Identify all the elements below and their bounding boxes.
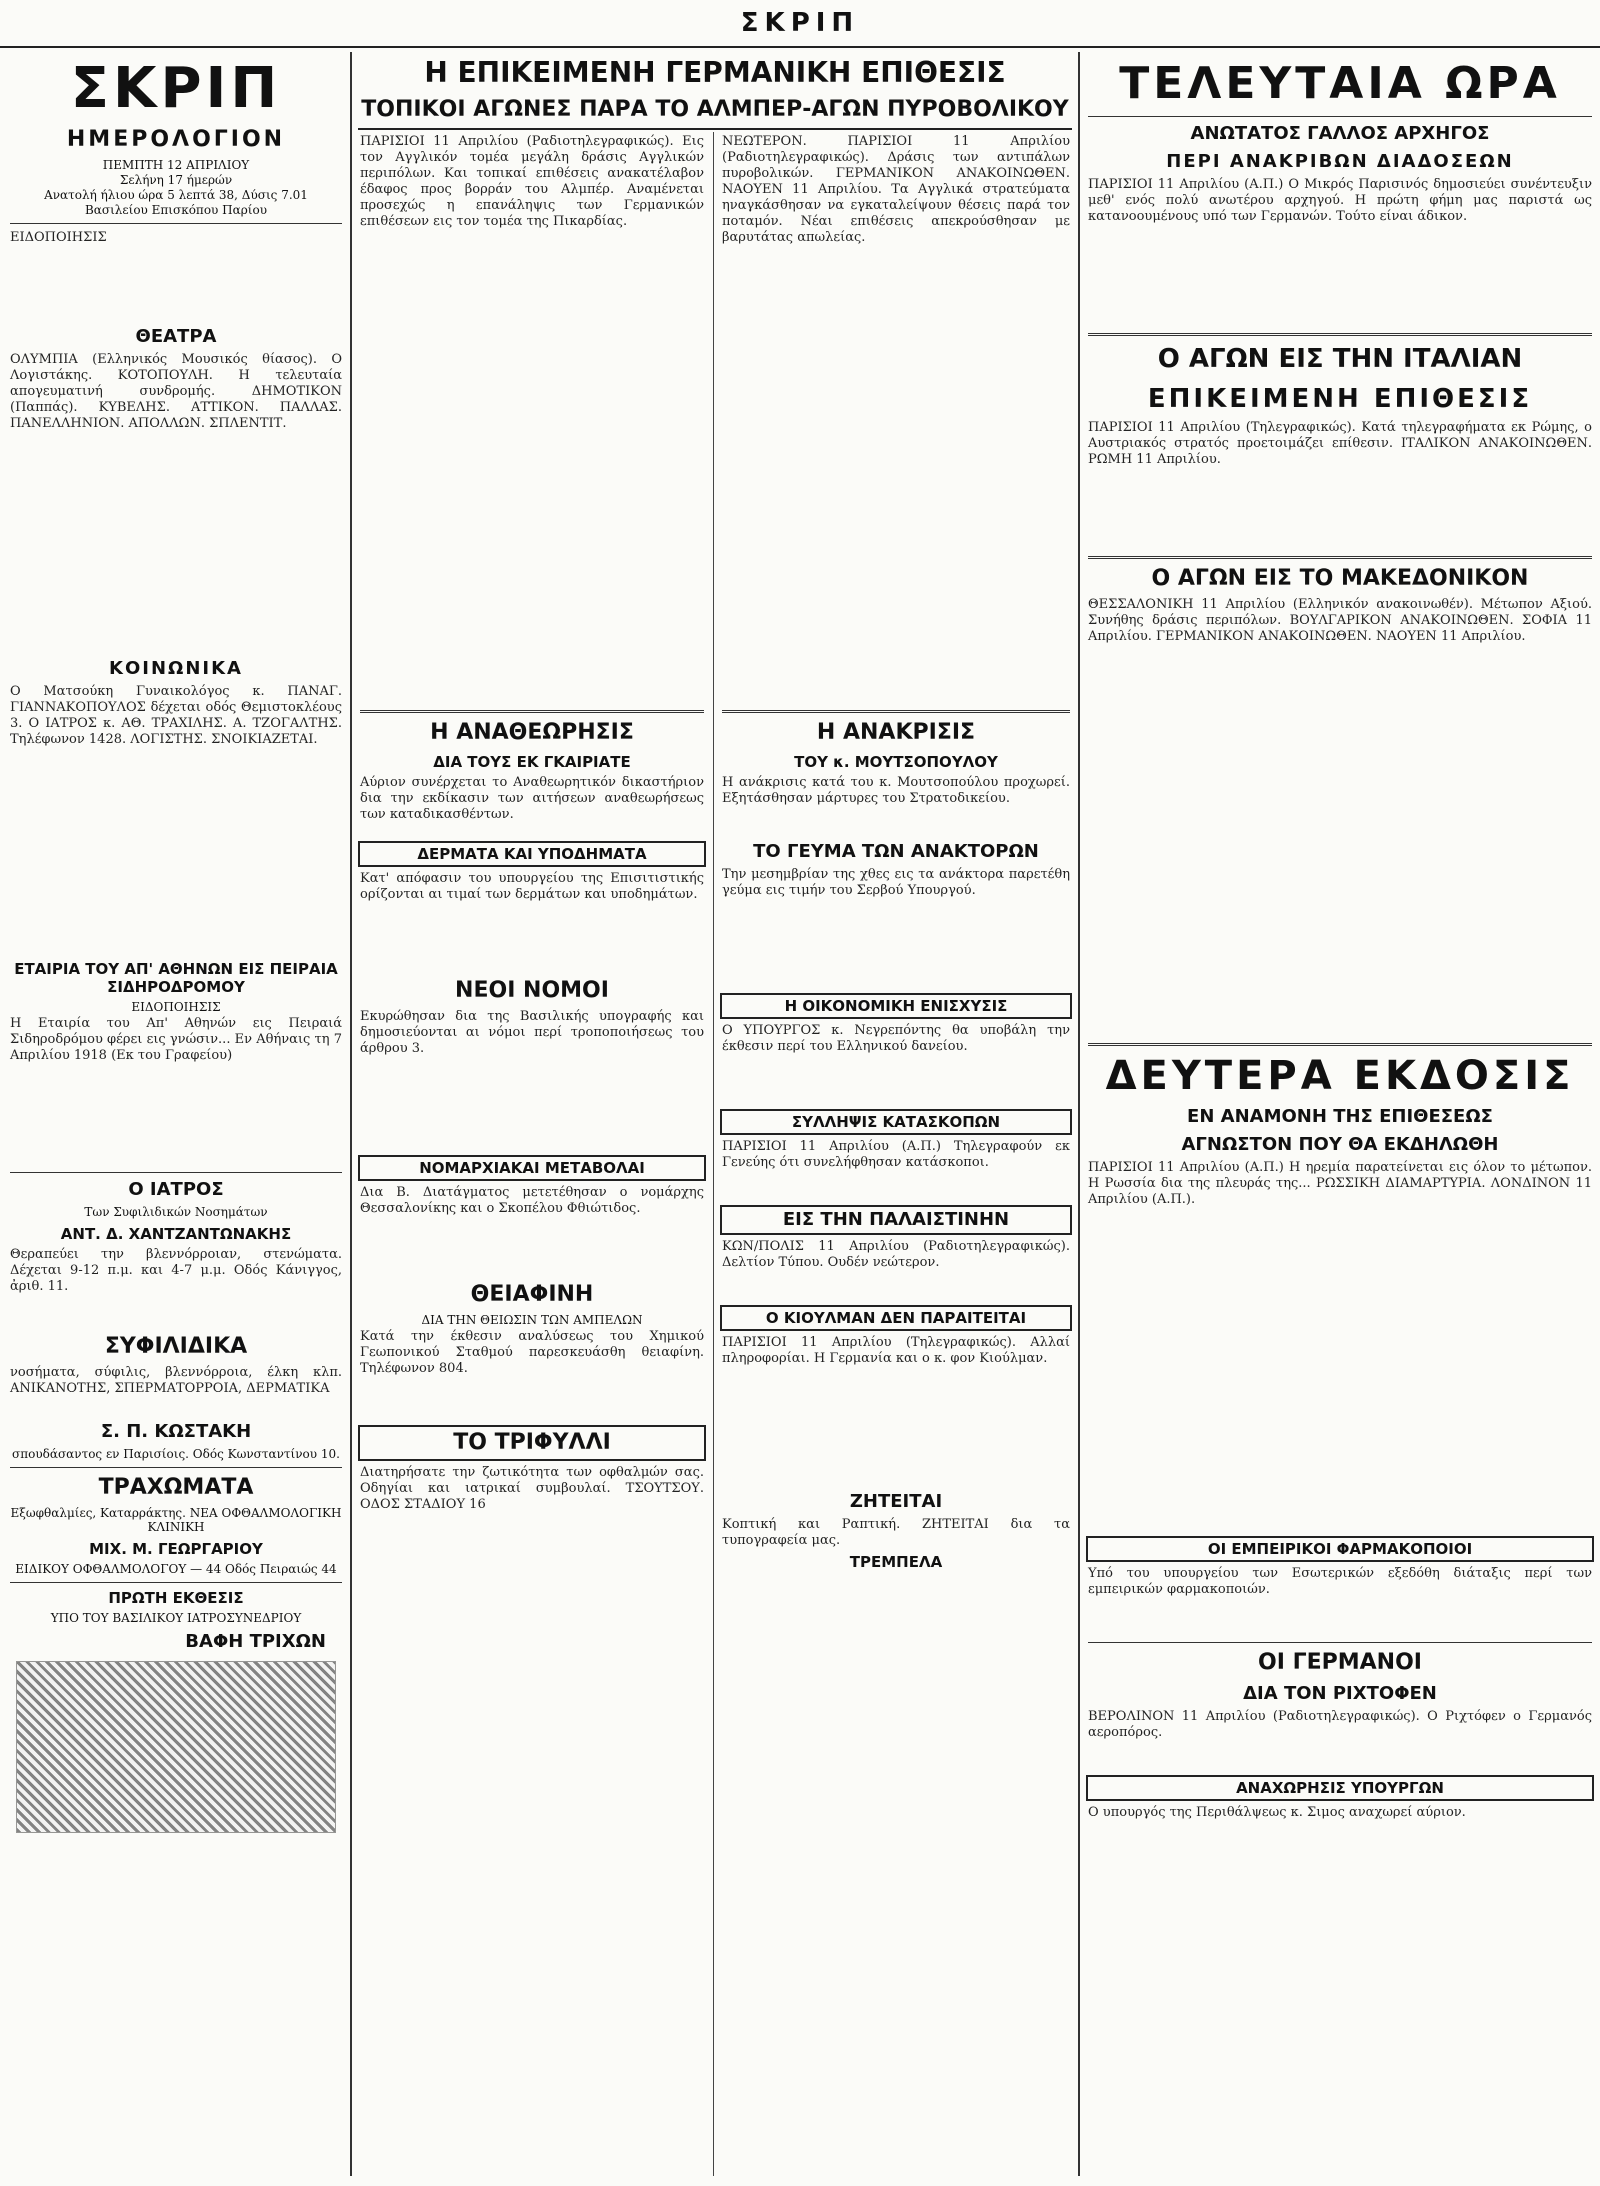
economic-aid-text: Ο ΥΠΟΥΡΓΟΣ κ. Νεγρεπόντης θα υποβάλη την έκθεσιν περί του Ελληνικού δανείου. xyxy=(722,1023,1070,1054)
social-text: Ο Ματσούκη Γυναικολόγος κ. ΠΑΝΑΓ. ΓΙΑΝΝΑΚΟΠΟΥΛΟΣ δέχεται οδός Θεμιστοκλέους 3. Ο ΙΑΤΡΟΣ κ. ΑΘ. ΤΡΑΧΙΛΗΣ. Α. ΤΖΟΓΑΛΤΗΣ. Τηλέφωνον 1428. ΛΟΓΙΣΤΗΣ. ΣΝΟΙΚΙΑΖΕΤΑΙ. xyxy=(10,684,342,747)
second-edition-title: ΔΕΥΤΕΡΑ ΕΚΔΟΣΙΣ xyxy=(1105,1053,1575,1099)
divider xyxy=(722,710,1070,713)
palace-lunch-title: ΤΟ ΓΕΥΜΑ ΤΩΝ ΑΝΑΚΤΟΡΩΝ xyxy=(753,841,1039,862)
pharmacists-text: Υπό του υπουργείου των Εσωτερικών εξεδόθη διάταξις περί των εμπειρικών φαρμακοποιών. xyxy=(1088,1566,1592,1597)
kuhlmann-text: ΠΑΡΙΣΙΟΙ 11 Απριλίου (Τηλεγραφικώς). Αλλαί πληροφορίαι. Η Γερμανία και ο κ. φον Κιούλμαν. xyxy=(722,1335,1070,1366)
kostaki-name: Σ. Π. ΚΩΣΤΑΚΗ xyxy=(100,1421,252,1442)
railway-sub: ΕΙΔΟΠΟΙΗΣΙΣ xyxy=(131,1000,221,1014)
theatres-text: ΟΛΥΜΠΙΑ (Ελληνικός Μουσικός θίασος). Ο Λογιστάκης. ΚΟΤΟΠΟΥΛΗ. Η τελευταία απογευματινή συνδρομής. ΔΗΜΟΤΙΚΟΝ (Παππάς). ΚΥΒΕΛΗΣ. ΑΤΤΙΚΟΝ. ΠΑΛΛΑΣ. ΠΑΝΕΛΛΗΝΙΟΝ. ΑΠΟΛΛΩΝ. ΣΠΛΕΝΤΙΤ. xyxy=(10,352,342,431)
prefecture-text: Δια Β. Διατάγματος μετετέθησαν ο νομάρχης Θεσσαλονίκης και ο Σκοπέλου Φθιώτιδος. xyxy=(360,1185,704,1216)
leather-text: Κατ' απόφασιν του υπουργείου της Επισιτιστικής ορίζονται αι τιμαί των δερμάτων και υποδημάτων. xyxy=(360,871,704,902)
main-subhead: ΤΟΠΙΚΟΙ ΑΓΩΝΕΣ ΠΑΡΑ ΤΟ ΑΛΜΠΕΡ-ΑΓΩΝ ΠΥΡΟΒΟΛΙΚΟΥ xyxy=(358,96,1072,130)
doctor-text: Θεραπεύει την βλεννόρροιαν, στενώματα. Δέχεται 9-12 π.μ. και 4-7 μ.μ. Οδός Κάνιγγος, ἀριθ. 11. xyxy=(10,1247,342,1294)
french-chief-text: ΠΑΡΙΣΙΟΙ 11 Απριλίου (Α.Π.) Ο Μικρός Παρισινός δημοσιεύει συνέντευξιν μεθ' ενός πολύ ανωτέρου αρχηγού. Η πρώτη φήμη μας παριστά ως κατανοουμένους υπό των Γερμανών. Τούτο είναι άδικον. xyxy=(1088,177,1592,224)
sulphur-text: Κατά την έκθεσιν αναλύσεως του Χημικού Γεωπονικού Σταθμού παρεσκευάσθη θειαφίνη. Τηλέφωνον 804. xyxy=(360,1329,704,1376)
second-lead-text: ΝΕΩΤΕΡΟΝ. ΠΑΡΙΣΙΟΙ 11 Απριλίου (Ραδιοτηλεγραφικώς). Δράσις των αντιπάλων πυροβολικών. ΓΕΡΜΑΝΙΚΟΝ ΑΝΑΚΟΙΝΩΘΕΝ. ΝΑΟΥΕΝ 11 Απριλίου. Τα Αγγλικά στρατεύματα ηναγκάσθησαν να εγκαταλείψουν θέσεις παρά τον ποταμόν. Νέαι επιθέσεις απεκρούσθησαν με βαρυτάτας απωλείας. xyxy=(722,134,1070,245)
spies-text: ΠΑΡΙΣΙΟΙ 11 Απριλίου (Α.Π.) Τηλεγραφούν εκ Γενεύης ότι συνελήφθησαν κατάσκοποι. xyxy=(722,1139,1070,1170)
hair-dye-ad: ΒΑΦΗ ΤΡΙΧΩΝ xyxy=(185,1631,326,1652)
revision-text: Αύριον συνέρχεται το Αναθεωρητικόν δικαστήριον δια την εκδίκασιν των αιτήσεων αναθεωρήσεως των καταδικασθέντων. xyxy=(360,775,704,822)
clinic-address: ΕΙΔΙΚΟΥ ΟΦΘΑΛΜΟΛΟΓΟΥ — 44 Οδός Πειραιώς 44 xyxy=(15,1562,337,1576)
syphilis-ad-text: νοσήματα, σύφιλις, βλεννόρροια, έλκη κλπ. ΑΝΙΚΑΝΟΤΗΣ, ΣΠΕΡΜΑΤΟΡΡΟΙΑ, ΔΕΡΜΑΤΙΚΑ xyxy=(10,1365,342,1396)
clinic-name: ΜΙΧ. Μ. ΓΕΩΡΓΑΡΙΟΥ xyxy=(89,1540,263,1558)
palestine-title: ΕΙΣ ΤΗΝ ΠΑΛΑΙΣΤΙΝΗΝ xyxy=(720,1205,1072,1235)
divider xyxy=(1088,116,1592,117)
palace-lunch-text: Την μεσημβρίαν της χθες εις τα ανάκτορα παρετέθη γεύμα εις τιμήν του Σερβού Υπουργού. xyxy=(722,867,1070,898)
wanted-ad-text: Κοπτική και Ραπτική. ΖΗΤΕΙΤΑΙ δια τα τυπογραφεία μας. xyxy=(722,1517,1070,1548)
prefecture-title: ΝΟΜΑΡΧΙΑΚΑΙ ΜΕΤΑΒΟΛΑΙ xyxy=(358,1155,706,1181)
second-edition-sub2: ΑΓΝΩΣΤΟΝ ΠΟΥ ΘΑ ΕΚΔΗΛΩΘΗ xyxy=(1181,1134,1499,1155)
french-chief-title: ΑΝΩΤΑΤΟΣ ΓΑΛΛΟΣ ΑΡΧΗΓΟΣ xyxy=(1190,123,1490,144)
column-rule xyxy=(713,132,714,2176)
second-edition-text: ΠΑΡΙΣΙΟΙ 11 Απριλίου (Α.Π.) Η ηρεμία παρατείνεται εις όλον το μέτωπον. Η Ρωσσία δια της πλευράς της... ΡΩΣΣΙΚΗ ΔΙΑΜΑΡΤΥΡΙΑ. ΛΟΝΔΙΝΟΝ 11 Απριλίου (Α.Π.). xyxy=(1088,1160,1592,1207)
first-award-sub: ΥΠΟ ΤΟΥ ΒΑΣΙΛΙΚΟΥ ΙΑΤΡΟΣΥΝΕΔΡΙΟΥ xyxy=(50,1611,302,1625)
doctor-title: Ο ΙΑΤΡΟΣ xyxy=(128,1179,224,1200)
advert-illustration xyxy=(16,1661,336,1833)
doctor-name: ΑΝΤ. Δ. ΧΑΝΤΖΑΝΤΩΝΑΚΗΣ xyxy=(60,1225,292,1243)
subcolumn-b xyxy=(718,132,1074,2176)
trachoma-ad-title: ΤΡΑΧΩΜΑΤΑ xyxy=(98,1475,254,1500)
germans-sub: ΔΙΑ ΤΟΝ ΡΙΧΤΟΦΕΝ xyxy=(1243,1683,1437,1704)
germans-title: ΟΙ ΓΕΡΜΑΝΟΙ xyxy=(1258,1650,1422,1675)
sun-info: Ανατολή ήλιου ώρα 5 λεπτά 38, Δύσις 7.01 xyxy=(44,188,308,202)
railway-title: ΕΤΑΙΡΙΑ ΤΟΥ ΑΠ' ΑΘΗΝΩΝ ΕΙΣ ΠΕΙΡΑΙΑ ΣΙΔΗΡΟΔΡΟΜΟΥ xyxy=(14,960,338,996)
middle-column xyxy=(356,52,1074,2176)
macedonia-text: ΘΕΣΣΑΛΟΝΙΚΗ 11 Απριλίου (Ελληνικόν ανακοινωθέν). Μέτωπον Αξιού. Συνήθης δράσις περιπόλων. ΒΟΥΛΓΑΡΙΚΟΝ ΑΝΑΚΟΙΝΩΘΕΝ. ΣΟΦΙΑ 11 Απριλίου. ΓΕΡΜΑΝΙΚΟΝ ΑΝΑΚΟΙΝΩΘΕΝ. ΝΑΟΥΕΝ 11 Απριλίου. xyxy=(1088,597,1592,644)
divider xyxy=(1088,1043,1592,1046)
divider xyxy=(1088,1642,1592,1643)
moon-info: Σελήνη 17 ήμερών xyxy=(119,173,233,187)
saint-of-day: Βασιλείου Επισκόπου Παρίου xyxy=(84,203,267,217)
italy-title: Ο ΑΓΩΝ ΕΙΣ ΤΗΝ ΙΤΑΛΙΑΝ xyxy=(1157,344,1523,374)
logo: ΣΚΡΙΠ xyxy=(70,56,282,121)
kuhlmann-title: Ο ΚΙΟΥΛΜΑΝ ΔΕΝ ΠΑΡΑΙΤΕΙΤΑΙ xyxy=(720,1305,1072,1331)
sulphur-sub: ΔΙΑ ΤΗΝ ΘΕΙΩΣΙΝ ΤΩΝ ΑΜΠΕΛΩΝ xyxy=(421,1313,643,1327)
calendar-title: ΗΜΕΡΟΛΟΓΙΟΝ xyxy=(66,127,286,152)
divider xyxy=(10,1467,342,1468)
leather-title: ΔΕΡΜΑΤΑ ΚΑΙ ΥΠΟΔΗΜΑΤΑ xyxy=(358,841,706,867)
social-title: ΚΟΙΝΩΝΙΚΑ xyxy=(109,658,243,679)
sulphur-title: ΘΕΙΑΦΙΝΗ xyxy=(470,1282,594,1307)
germans-text: ΒΕΡΟΛΙΝΟΝ 11 Απριλίου (Ραδιοτηλεγραφικώς). Ο Ριχτόφεν ο Γερμανός αεροπόρος. xyxy=(1088,1709,1592,1740)
ministers-title: ΑΝΑΧΩΡΗΣΙΣ ΥΠΟΥΡΓΩΝ xyxy=(1086,1775,1594,1801)
clover-title: ΤΟ ΤΡΙΦΥΛΛΙ xyxy=(358,1425,706,1461)
inquiry-sub: ΤΟΥ κ. ΜΟΥΤΣΟΠΟΥΛΟΥ xyxy=(794,753,998,771)
wanted-ad-name: ΤΡΕΜΠΕΛΑ xyxy=(849,1553,943,1571)
late-news-headline: ΤΕΛΕΥΤΑΙΑ ΩΡΑ xyxy=(1119,58,1561,109)
intro-text: ΕΙΔΟΠΟΙΗΣΙΣ xyxy=(10,230,107,245)
lead-article-text: ΠΑΡΙΣΙΟΙ 11 Απριλίου (Ραδιοτηλεγραφικώς). Εις τον Αγγλικόν τομέα μεγάλη δράσις Αγγλικών περιπόλων. Και τοπικαί επιθέσεις ανακατέλαβον έδαφος προς βορράν του Αλμπέρ. Αναμένεται προσεχώς η επανάληψις των Γερμανικών επιθέσεων εις τον τομέα της Πικαρδίας. xyxy=(360,134,704,229)
masthead: ΣΚΡΙΠ xyxy=(0,8,1600,48)
clover-text: Διατηρήσατε την ζωτικότητα των οφθαλμών σας. Οδηγίαι και ιατρικαί συμβουλαί. ΤΣΟΥΤΣΟΥ. ΟΔΟΣ ΣΤΑΔΙΟΥ 16 xyxy=(360,1465,704,1512)
doctor-sub: Των Συφιλιδικών Νοσημάτων xyxy=(84,1205,268,1219)
italy-sub: ΕΠΙΚΕΙΜΕΝΗ ΕΠΙΘΕΣΙΣ xyxy=(1147,384,1533,414)
kostaki-text: σπουδάσαντος εν Παρισίοις. Οδός Κωνσταντίνου 10. xyxy=(12,1447,340,1461)
spies-title: ΣΥΛΛΗΨΙΣ ΚΑΤΑΣΚΟΠΩΝ xyxy=(720,1109,1072,1135)
trachoma-ad-text: Εξωφθαλμίες, Καταρράκτης. ΝΕΑ ΟΦΘΑΛΜΟΛΟΓΙΚΗ ΚΛΙΝΙΚΗ xyxy=(10,1506,342,1534)
subcolumn-a xyxy=(356,132,708,2176)
revision-sub: ΔΙΑ ΤΟΥΣ ΕΚ ΓΚΑΙΡΙΑΤΕ xyxy=(433,753,631,771)
divider xyxy=(1088,556,1592,559)
syphilis-ad-title: ΣΥΦΙΛΙΔΙΚΑ xyxy=(104,1334,248,1359)
divider xyxy=(10,1582,342,1583)
divider xyxy=(10,1172,342,1173)
date: ΠΕΜΠΤΗ 12 ΑΠΡΙΛΙΟΥ xyxy=(102,158,250,172)
pharmacists-title: ΟΙ ΕΜΠΕΙΡΙΚΟΙ ΦΑΡΜΑΚΟΠΟΙΟΙ xyxy=(1086,1536,1594,1562)
column-rule xyxy=(350,52,352,2176)
economic-aid-title: Η ΟΙΚΟΝΟΜΙΚΗ ΕΝΙΣΧΥΣΙΣ xyxy=(720,993,1072,1019)
middle-body xyxy=(356,132,1074,2176)
first-award-title: ΠΡΩΤΗ ΕΚΘΕΣΙΣ xyxy=(108,1589,244,1607)
new-laws-title: ΝΕΟΙ ΝΟΜΟΙ xyxy=(455,978,609,1003)
right-column xyxy=(1084,52,1596,2176)
inquiry-title: Η ΑΝΑΚΡΙΣΙΣ xyxy=(816,720,976,745)
italy-text: ΠΑΡΙΣΙΟΙ 11 Απριλίου (Τηλεγραφικώς). Κατά τηλεγραφήματα εκ Ρώμης, ο Αυστριακός στρατός προετοιμάζει επίθεσιν. ΙΤΑΛΙΚΟΝ ΑΝΑΚΟΙΝΩΘΕΝ. ΡΩΜΗ 11 Απριλίου. xyxy=(1088,420,1592,467)
new-laws-text: Εκυρώθησαν δια της Βασιλικής υπογραφής και δημοσιεύονται αι νόμοι περί τροποποιήσεως του άρθρου 3. xyxy=(360,1009,704,1056)
main-headline: Η ΕΠΙΚΕΙΜΕΝΗ ΓΕΡΜΑΝΙΚΗ ΕΠΙΘΕΣΙΣ xyxy=(424,56,1006,89)
divider xyxy=(10,223,342,224)
left-column xyxy=(6,52,346,2176)
theatres-title: ΘΕΑΤΡΑ xyxy=(135,326,217,347)
second-edition-sub: ΕΝ ΑΝΑΜΟΝΗ ΤΗΣ ΕΠΙΘΕΣΕΩΣ xyxy=(1187,1106,1493,1127)
palestine-text: ΚΩΝ/ΠΟΛΙΣ 11 Απριλίου (Ραδιοτηλεγραφικώς). Δελτίον Τύπου. Ουδέν νεώτερον. xyxy=(722,1239,1070,1270)
inquiry-text: Η ανάκρισις κατά του κ. Μουτσοπούλου προχωρεί. Εξητάσθησαν μάρτυρες του Στρατοδικείου. xyxy=(722,775,1070,806)
macedonia-title: Ο ΑΓΩΝ ΕΙΣ ΤΟ ΜΑΚΕΔΟΝΙΚΟΝ xyxy=(1151,566,1529,591)
french-chief-sub: ΠΕΡΙ ΑΝΑΚΡΙΒΩΝ ΔΙΑΔΟΣΕΩΝ xyxy=(1166,151,1514,172)
column-rule xyxy=(1078,52,1080,2176)
railway-text: Η Εταιρία του Απ' Αθηνών εις Πειραιά Σιδηροδρόμου φέρει εις γνώσιν... Εν Αθήναις τη 7 Απριλίου 1918 (Εκ του Γραφείου) xyxy=(10,1016,342,1063)
revision-title: Η ΑΝΑΘΕΩΡΗΣΙΣ xyxy=(430,720,634,745)
divider xyxy=(360,710,704,713)
ministers-text: Ο υπουργός της Περιθάλψεως κ. Σιμος αναχωρεί αύριον. xyxy=(1088,1805,1466,1820)
wanted-ad-title: ΖΗΤΕΙΤΑΙ xyxy=(849,1491,943,1512)
divider xyxy=(1088,333,1592,336)
